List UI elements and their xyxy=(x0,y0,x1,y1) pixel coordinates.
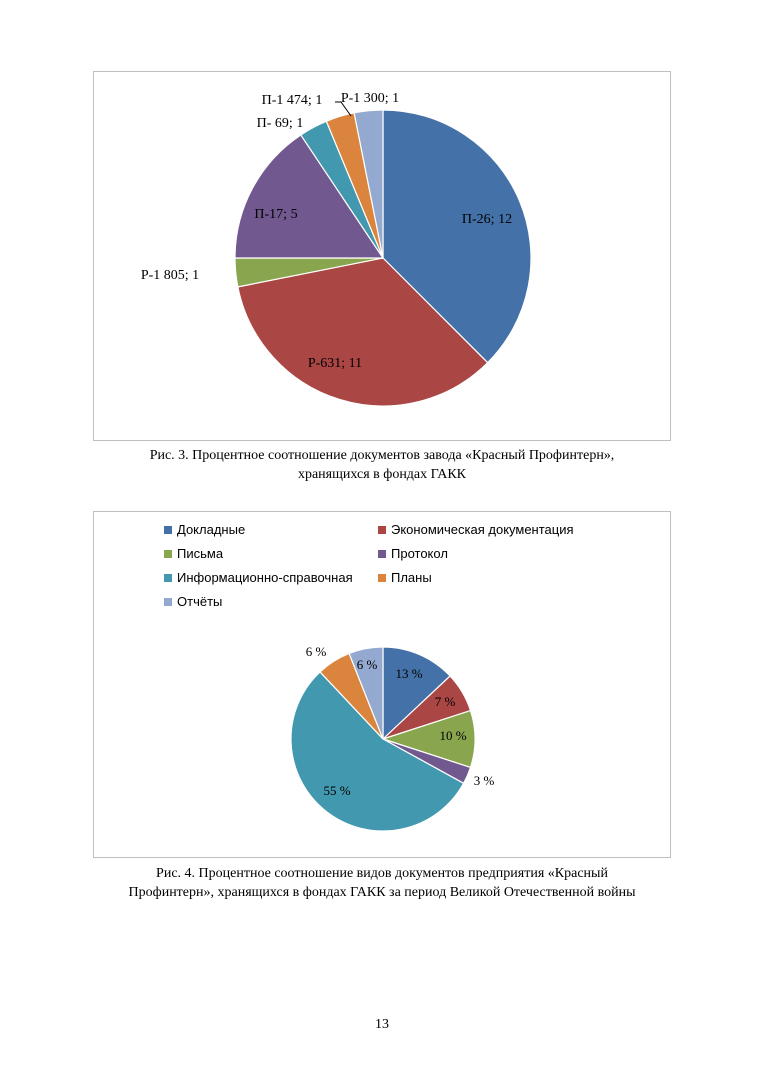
caption-fig3-line1: Рис. 3. Процентное соотношение документов завода «Красный Профинтерн», xyxy=(149,448,615,463)
fig4-label-информационно-справочная: 55 % xyxy=(323,783,351,798)
legend-label: Информационно-справочная xyxy=(177,570,353,585)
fig4-label-письма: 10 % xyxy=(439,728,467,743)
legend-label: Экономическая документация xyxy=(391,522,574,537)
fig4-label-докладные: 13 % xyxy=(395,666,423,681)
caption-fig4-line2: Профинтерн», хранящихся в фондах ГАКК за период Великой Отечественной войны xyxy=(128,885,636,900)
caption-fig4 xyxy=(93,864,671,902)
fig4-label-отчёты: 6 % xyxy=(356,657,378,672)
caption-fig3 xyxy=(93,446,671,484)
fig3-label-р-1-805: Р-1 805; 1 xyxy=(140,268,200,283)
fig4-label-экономическая-документация: 7 % xyxy=(434,694,456,709)
fig3-label-р-1-300: Р-1 300; 1 xyxy=(340,91,400,106)
legend-label: Протокол xyxy=(391,546,448,561)
caption-fig3-line2: хранящихся в фондах ГАКК xyxy=(297,467,467,482)
fig3-label-р-631: Р-631; 11 xyxy=(307,356,363,371)
fig3-label-п-26: П-26; 12 xyxy=(461,212,513,227)
pie-chart-fig4 xyxy=(94,512,672,859)
fig4-label-планы: 6 % xyxy=(305,644,327,659)
fig4-label-протокол: 3 % xyxy=(473,773,495,788)
legend-label: Отчёты xyxy=(177,594,223,609)
chart-frame-fig4 xyxy=(93,511,671,858)
fig3-label-п-1-474: П-1 474; 1 xyxy=(261,93,323,108)
legend-label: Докладные xyxy=(177,522,246,537)
page-number: 13 xyxy=(375,1017,389,1032)
chart-frame-fig3 xyxy=(93,71,671,441)
caption-fig4-line1: Рис. 4. Процентное соотношение видов документов предприятия «Красный xyxy=(156,866,608,881)
fig3-label-п-17: П-17; 5 xyxy=(254,207,298,222)
pie-chart-fig3 xyxy=(94,72,672,442)
fig3-label-п-69: П- 69; 1 xyxy=(256,116,304,131)
legend-label: Планы xyxy=(391,570,432,585)
legend-label: Письма xyxy=(177,546,224,561)
